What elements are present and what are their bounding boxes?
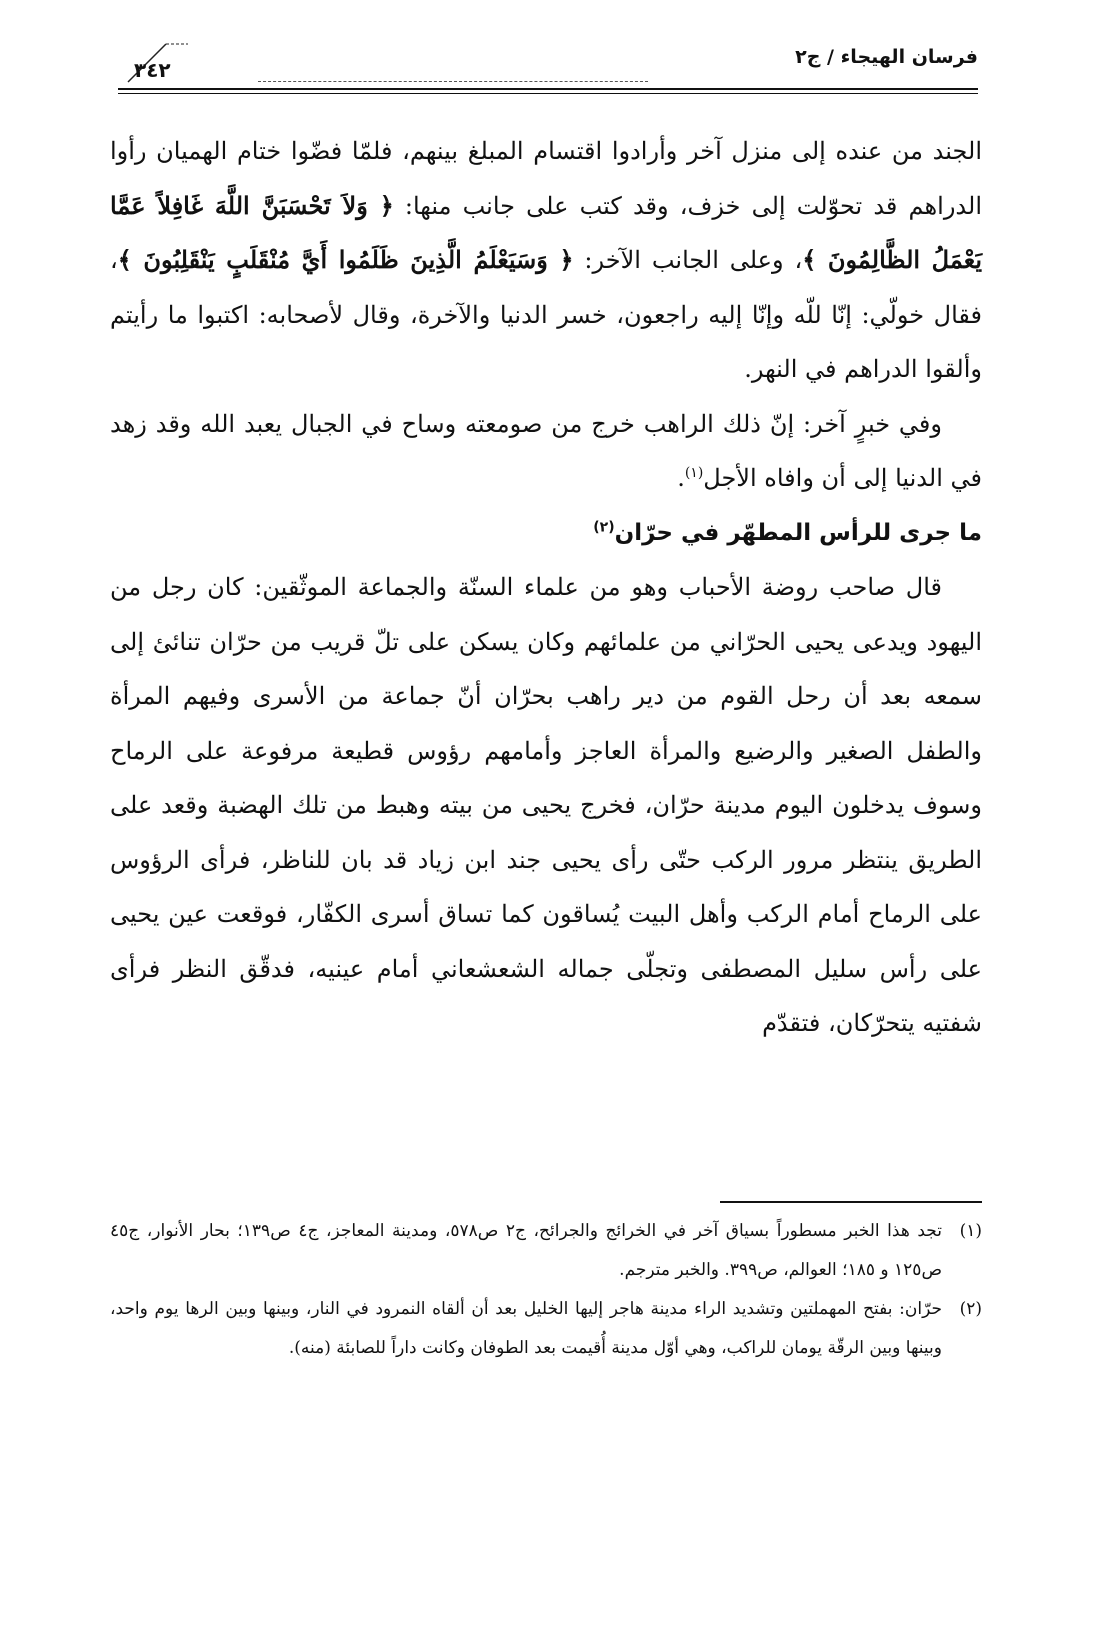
footnote-1: [110, 1212, 982, 1290]
main-text: [110, 124, 982, 1051]
footnote-text: تجد هذا الخبر مسطوراً بسياق آخر في الخرائج والجرائح، ج٢ ص٥٧٨، ومدينة المعاجز، ج٤ ص١٣٩؛ بحار الأنوار، ج٤٥ ص١٢٥ و ١٨٥؛ العوالم، ص٣٩٩. والخبر مترجم.: [110, 1221, 942, 1280]
paragraph-1-text-a: الجند من عنده إلى منزل آخر وأرادوا اقتسام المبلغ بينهم، فلمّا فضّوا ختام الهميان رأوا الدراهم قد تحوّلت إلى خزف، وقد كتب على جانب منها:: [110, 137, 983, 220]
running-title: فرسان الهيجاء / ج٢: [795, 46, 978, 68]
section-heading: [110, 506, 982, 561]
footnotes: [110, 1212, 982, 1368]
footnote-2: [110, 1290, 982, 1368]
paragraph-3: قال صاحب روضة الأحباب وهو من علماء السنّة والجماعة الموثّقين: كان رجل من اليهود ويدعى يحيى الحرّاني من علمائهم وكان يسكن على تلّ قريب من حرّان تنائئ إلى سمعه بعد أن رحل القوم من دير راهب بحرّان أنّ جماعة من الأسرى وفيهم المرأة والطفل الصغير والرضيع والمرأة العاجز وأمامهم رؤوس قطيعة مرفوعة على الرماح وسوف يدخلون اليوم مدينة حرّان، فخرج يحيى من بيته وهبط من تلك الهضبة وقعد على الطريق ينتظر مرور الركب حتّى رأى يحيى جند ابن زياد قد بان للناظر، فرأى الرؤوس على الرماح أمام الركب وأهل البيت يُساقون كما تساق أسرى الكفّار، فوقعت عين يحيى على رأس سليل المصطفى وتجلّى جماله الشعشعاني أمام عينيه، فدقّق النظر فرأى شفتيه يتحرّكان، فتقدّم: [110, 573, 982, 1037]
header-rule: [118, 88, 978, 90]
footnote-text: حرّان: بفتح المهملتين وتشديد الراء مدينة هاجر إليها الخليل بعد أن ألقاه النمرود في النار، وبينها وبين الرها يوم واحد، وبينها وبين الرقّة يومان للراكب، وهي أوّل مدينة أُقيمت بعد الطوفان وكانت داراً للصابئة (منه).: [110, 1299, 942, 1358]
footnote-number: (١): [959, 1221, 982, 1241]
paragraph-2-end: .: [677, 464, 685, 492]
footnote-number: (٢): [959, 1299, 982, 1319]
section-heading-text: ما جرى للرأس المطهّر في حرّان: [614, 519, 982, 546]
paragraph-1-text-c: ، فقال خولّي: إنّا للّه وإنّا إليه راجعون، خسر الدنيا والآخرة، وقال لأصحابه: اكتبوا ما رأيتم وألقوا الدراهم في النهر.: [110, 246, 982, 383]
page-number: ٣٤٢: [134, 58, 171, 82]
page-header: [118, 40, 978, 100]
paragraph-2-text: وفي خبرٍ آخر: إنّ ذلك الراهب خرج من صومعته وساح في الجبال يعبد الله وقد زهد في الدنيا إلى أن وافاه الأجل: [110, 409, 982, 492]
quran-verse-2: ﴿ وَسَيَعْلَمُ الَّذِينَ ظَلَمُوا أَيَّ مُنْقَلَبٍ يَنْقَلِبُونَ ﴾: [117, 245, 574, 274]
header-rule-thin: [118, 93, 978, 94]
footnote-ref-2[interactable]: (٢): [593, 518, 615, 535]
footnote-rule: [720, 1201, 982, 1203]
quran-verse-1: ﴿ وَلاَ تَحْسَبَنَّ اللَّهَ غَافِلاً عَمَّا يَعْمَلُ الظَّالِمُونَ ﴾: [110, 190, 982, 274]
footnote-ref-1[interactable]: (١): [684, 465, 704, 481]
paragraph-2: [110, 397, 982, 506]
header-dashed-line: [258, 81, 648, 82]
paragraph-1-text-b: ، وعلى الجانب الآخر:: [573, 246, 803, 274]
paragraph-1: [110, 124, 982, 397]
